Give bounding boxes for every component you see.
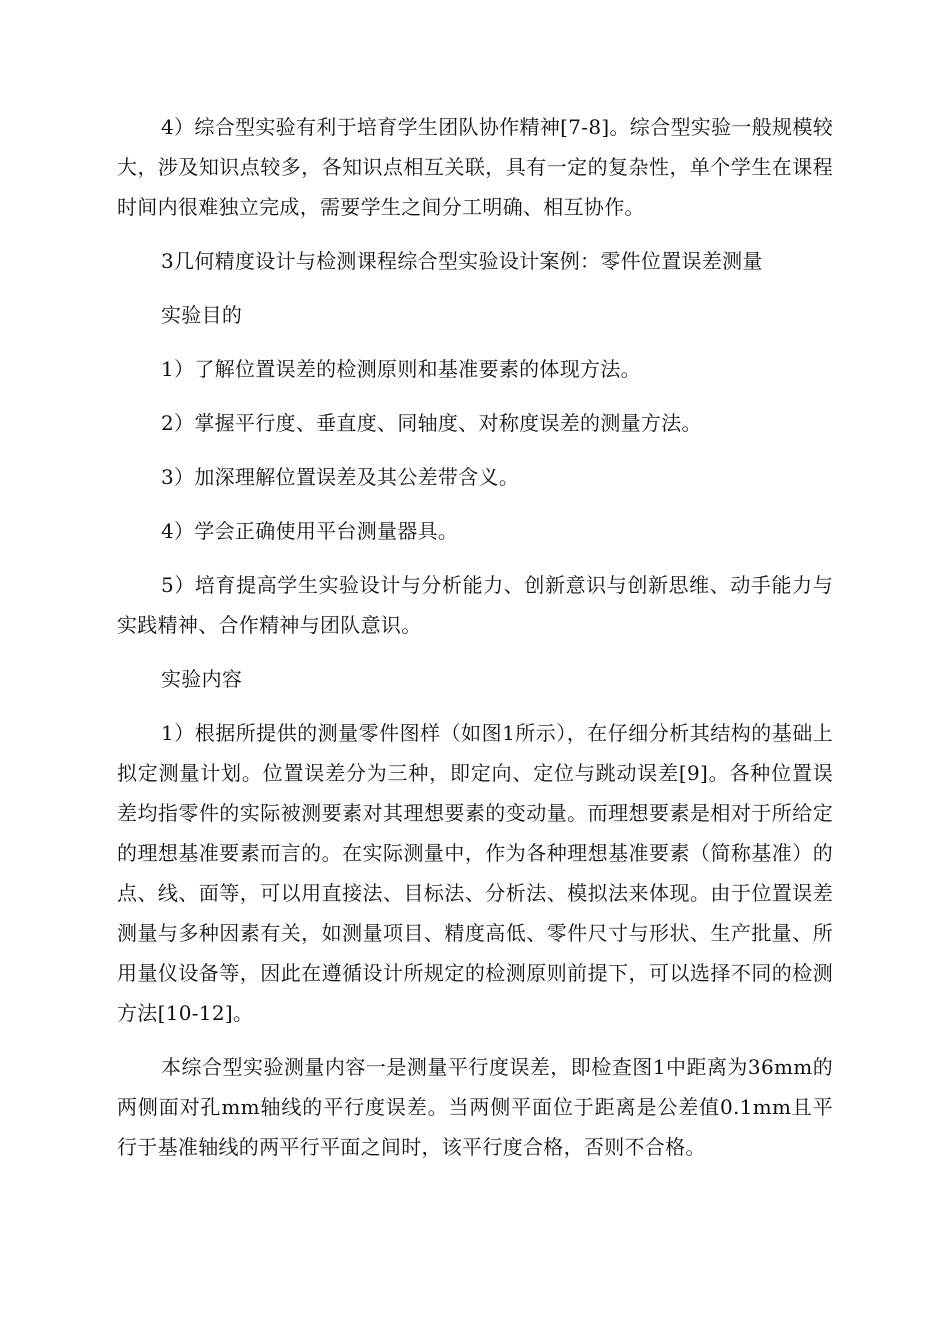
paragraph-content-1: 1）根据所提供的测量零件图样（如图1所示），在仔细分析其结构的基础上拟定测量计划。位置误差分为三种，即定向、定位与跳动误差[9]。各种位置误差均指零件的实际被测要素对其理想要素的变动量。而理想要素是相对于所给定的理想基准要素而言的。在实际测量中，作为各种理想基准要素（简称基准）的点、线、面等，可以用直接法、目标法、分析法、模拟法来体现。由于位置误差测量与多种因素有关，如测量项目、精度高低、零件尺寸与形状、生产批量、所用量仪设备等，因此在遵循设计所规定的检测原则前提下，可以选择不同的检测方法[10-12]。 (117, 721, 833, 1025)
subheading-experiment-purpose: 实验目的 (161, 303, 243, 327)
paragraph-parallelism: 本综合型实验测量内容一是测量平行度误差，即检查图1中距离为36mm的两侧面对孔mm轴线的平行度误差。当两侧平面位于距离是公差值0.1mm且平行于基准轴线的两平行平面之间时，该平行度合格，否则不合格。 (117, 1055, 833, 1159)
list-item-purpose-4: 4）学会正确使用平台测量器具。 (161, 519, 459, 543)
list-item-purpose-1: 1）了解位置误差的检测原则和基准要素的体现方法。 (161, 357, 641, 381)
list-item-purpose-3: 3）加深理解位置误差及其公差带含义。 (161, 465, 520, 489)
subheading-experiment-content: 实验内容 (161, 667, 243, 691)
list-item-purpose-5: 5）培育提高学生实验设计与分析能力、创新意识与创新思维、动手能力与实践精神、合作精神与团队意识。 (117, 573, 833, 637)
section-heading-case-study: 3几何精度设计与检测课程综合型实验设计案例：零件位置误差测量 (161, 249, 763, 273)
document-page (117, 107, 833, 1167)
list-item-purpose-2: 2）掌握平行度、垂直度、同轴度、对称度误差的测量方法。 (161, 411, 702, 435)
paragraph-teamwork: 4）综合型实验有利于培育学生团队协作精神[7-8]。综合型实验一般规模较大，涉及知识点较多，各知识点相互关联，具有一定的复杂性，单个学生在课程时间内很难独立完成，需要学生之间分工明确、相互协作。 (117, 115, 833, 219)
